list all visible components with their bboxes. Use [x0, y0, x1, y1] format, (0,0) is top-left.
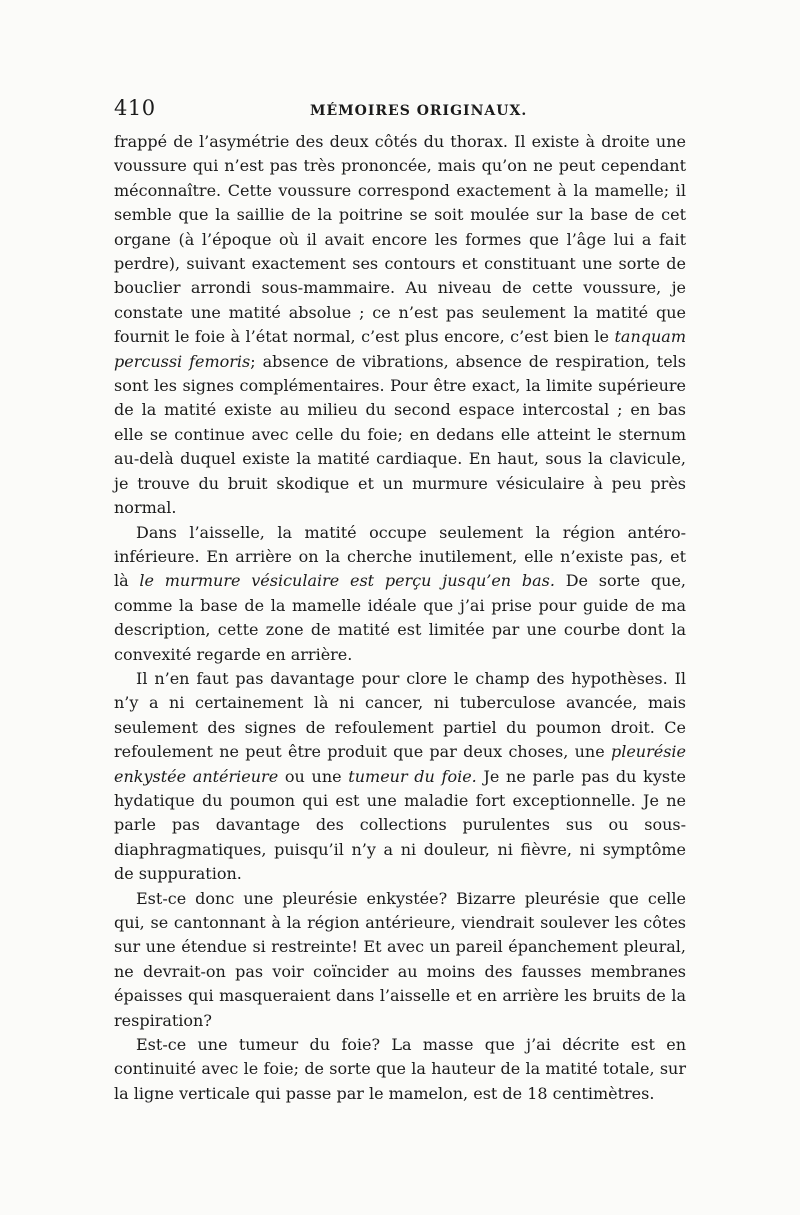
italic-span: tanquam percussi femoris — [114, 327, 686, 371]
text-span: Est-ce une tumeur du foie? La masse que j’ai décrite est en continuité avec le foie; de sorte que la hauteur de la matité totale, sur la ligne verticale qui passe par le mamelon, est de 18 centimètres. — [114, 1035, 686, 1103]
text-span: Est-ce donc une pleurésie enkystée? Bizarre pleurésie que celle qui, se cantonnant à la région antérieure, viendrait soulever les côtes sur une étendue si restreinte! Et avec un pareil épanchement pleural, ne devrait-on pas voir coïncider au moins des fausses membranes épaisses qui masqueraient dans l’aisselle et en arrière les bruits de la respiration? — [114, 888, 686, 1030]
running-head: MÉMOIRES ORIGINAUX. — [310, 103, 528, 119]
text-span: ; absence de vibrations, absence de respiration, tels sont les signes complémentaires. Pour être exact, la limite supérieure de la matité existe au milieu du second espace intercostal ; en bas elle se continue avec celle du foie; en dedans elle atteint le sternum au-delà duquel existe la matité cardiaque. En haut, sous la clavicule, je trouve du bruit skodique et un murmure vésiculaire à peu près normal. — [114, 351, 687, 518]
paragraph — [114, 1033, 686, 1106]
text-span: De sorte que, comme la base de la mamelle idéale que j’ai prise pour guide de ma description, cette zone de matité est limitée par une courbe dont la convexité regarde en arrière. — [114, 571, 687, 664]
text-span: Je ne parle pas du kyste hydatique du poumon qui est une maladie fort exceptionnelle. Je ne parle pas davantage des collections purulentes sus ou sous-diaphragmatiques, puisqu’il n’y a ni douleur, ni fièvre, ni symptôme de suppuration. — [114, 766, 686, 884]
text-span: frappé de l’asymétrie des deux côtés du thorax. Il existe à droite une voussure qui n’est pas très prononcée, mais qu’on ne peut cependant méconnaître. Cette voussure correspond exactement à la mamelle; il semble que la saillie de la poitrine se soit moulée sur la base de cet organe (à l’époque où il avait encore les formes que l’âge lui a fait perdre), suivant exactement ses contours et constituant une sorte de bouclier arrondi sous-mammaire. Au niveau de cette voussure, je constate une matité absolue ; ce n’est pas seulement la matité que fournit le foie à l’état normal, c’est plus encore, c’est bien le — [114, 132, 686, 347]
italic-span: le murmure vésiculaire est perçu jusqu’en bas. — [139, 571, 555, 591]
paragraph — [114, 130, 686, 521]
paragraph — [114, 887, 686, 1033]
italic-span: pleurésie enkystée antérieure — [114, 742, 686, 786]
text-span: Il n’en faut pas davantage pour clore le champ des hypothèses. Il n’y a ni certainement là ni cancer, ni tuberculose avancée, mais seulement des signes de refoulement partiel du poumon droit. Ce refoulement ne peut être produit que par deux choses, une — [114, 668, 686, 762]
page-number: 410 — [114, 96, 156, 120]
body-text — [114, 130, 686, 1106]
text-span: ou une — [278, 766, 349, 786]
italic-span: tumeur du foie. — [348, 766, 477, 786]
text-span: Dans l’aisselle, la matité occupe seulement la région antéro-inférieure. En arrière on la cherche inutilement, elle n’existe pas, et là — [114, 522, 686, 591]
page-header — [114, 96, 686, 122]
paragraph — [114, 667, 686, 887]
paragraph — [114, 521, 686, 667]
